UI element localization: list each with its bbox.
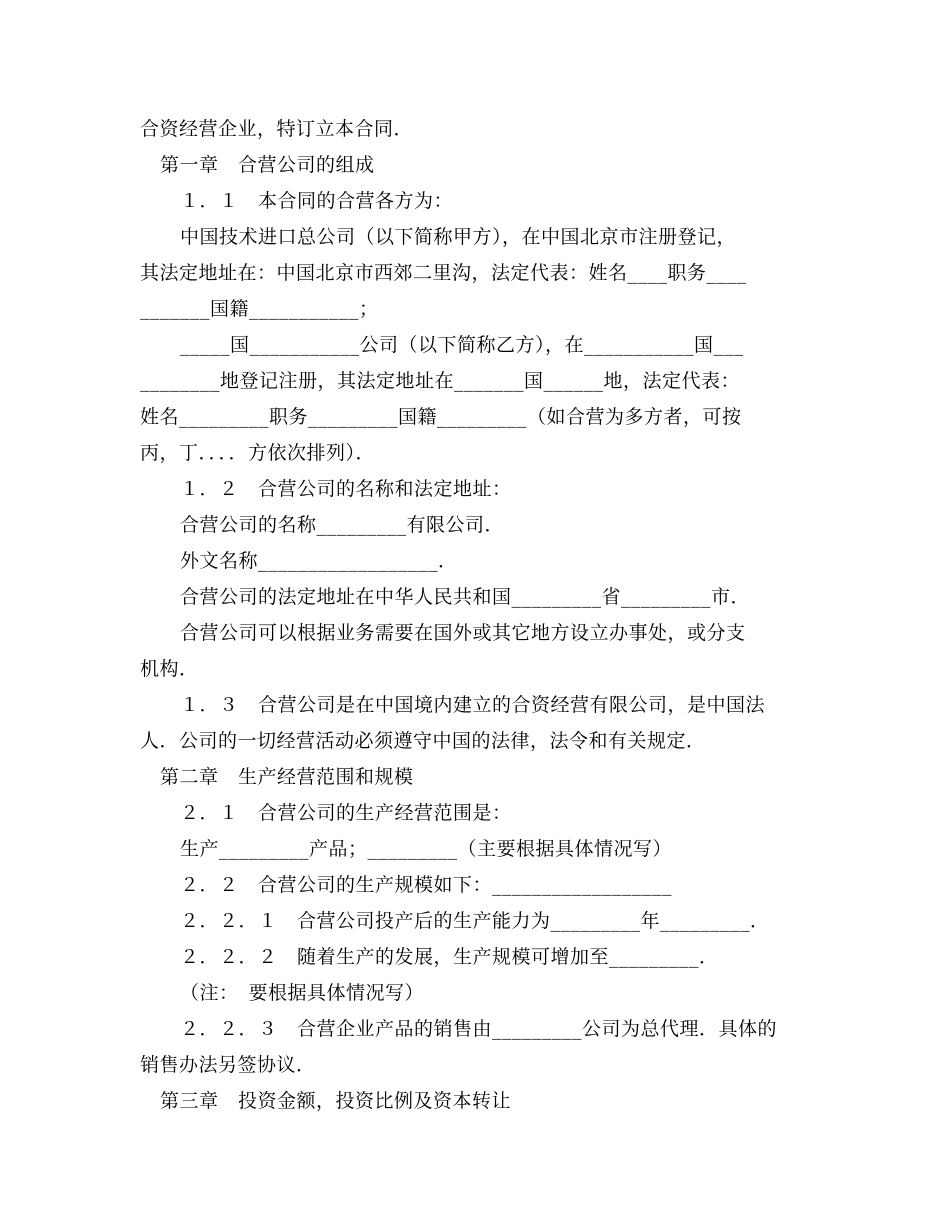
paragraph-line: 合营公司的法定地址在中华人民共和国_________省_________市． bbox=[180, 586, 751, 608]
paragraph-line: 销售办法另签协议． bbox=[140, 1054, 316, 1076]
subsection-line: ２．２．２ 随着生产的发展，生产规模可增加至_________． bbox=[180, 946, 719, 968]
chapter-heading: 第二章 生产经营范围和规模 bbox=[160, 766, 414, 788]
subsection-line: ２．２．１ 合营公司投产后的生产能力为_________年_________． bbox=[180, 910, 770, 932]
paragraph-line: 中国技术进口总公司（以下简称甲方），在中国北京市注册登记， bbox=[180, 226, 737, 248]
section-heading: ２．２ 合营公司的生产规模如下：__________________ bbox=[180, 874, 673, 896]
paragraph-line: 其法定地址在：中国北京市西郊二里沟，法定代表：姓名____职务____ bbox=[140, 262, 747, 284]
paragraph-line: 人．公司的一切经营活动必须遵守中国的法律，法令和有关规定． bbox=[140, 730, 706, 752]
paragraph-line: 机构． bbox=[140, 658, 199, 680]
paragraph-line: 姓名_________职务_________国籍_________（如合营为多方者，可按 bbox=[140, 406, 742, 428]
paragraph-line: 丙，丁．．．．方依次排列）． bbox=[140, 442, 376, 464]
paragraph-line: 合资经营企业，特订立本合同． bbox=[140, 118, 414, 140]
paragraph-line: _______国籍___________； bbox=[140, 298, 379, 320]
chapter-heading: 第一章 合营公司的组成 bbox=[160, 154, 375, 176]
section-heading: ２．１ 合营公司的生产经营范围是： bbox=[180, 802, 512, 824]
section-heading: １．１ 本合同的合营各方为： bbox=[180, 190, 454, 212]
subsection-line: ２．２．３ 合营企业产品的销售由_________公司为总代理．具体的 bbox=[180, 1018, 778, 1040]
paragraph-line: _____国___________公司（以下简称乙方），在___________国___ bbox=[180, 334, 744, 356]
paragraph-line: 合营公司的名称_________有限公司． bbox=[180, 514, 505, 536]
section-heading: １．３ 合营公司是在中国境内建立的合资经营有限公司，是中国法 bbox=[180, 694, 766, 716]
chapter-heading: 第三章 投资金额，投资比例及资本转让 bbox=[160, 1090, 512, 1112]
paragraph-line: ________地登记注册，其法定地址在_______国______地，法定代表： bbox=[140, 370, 741, 392]
paragraph-line: 生产_________产品；_________（主要根据具体情况写） bbox=[180, 838, 673, 860]
paragraph-line: 外文名称__________________． bbox=[180, 550, 458, 572]
note-line: （注： 要根据具体情况写） bbox=[180, 982, 425, 1004]
section-heading: １．２ 合营公司的名称和法定地址： bbox=[180, 478, 512, 500]
paragraph-line: 合营公司可以根据业务需要在国外或其它地方设立办事处，或分支 bbox=[180, 622, 746, 644]
